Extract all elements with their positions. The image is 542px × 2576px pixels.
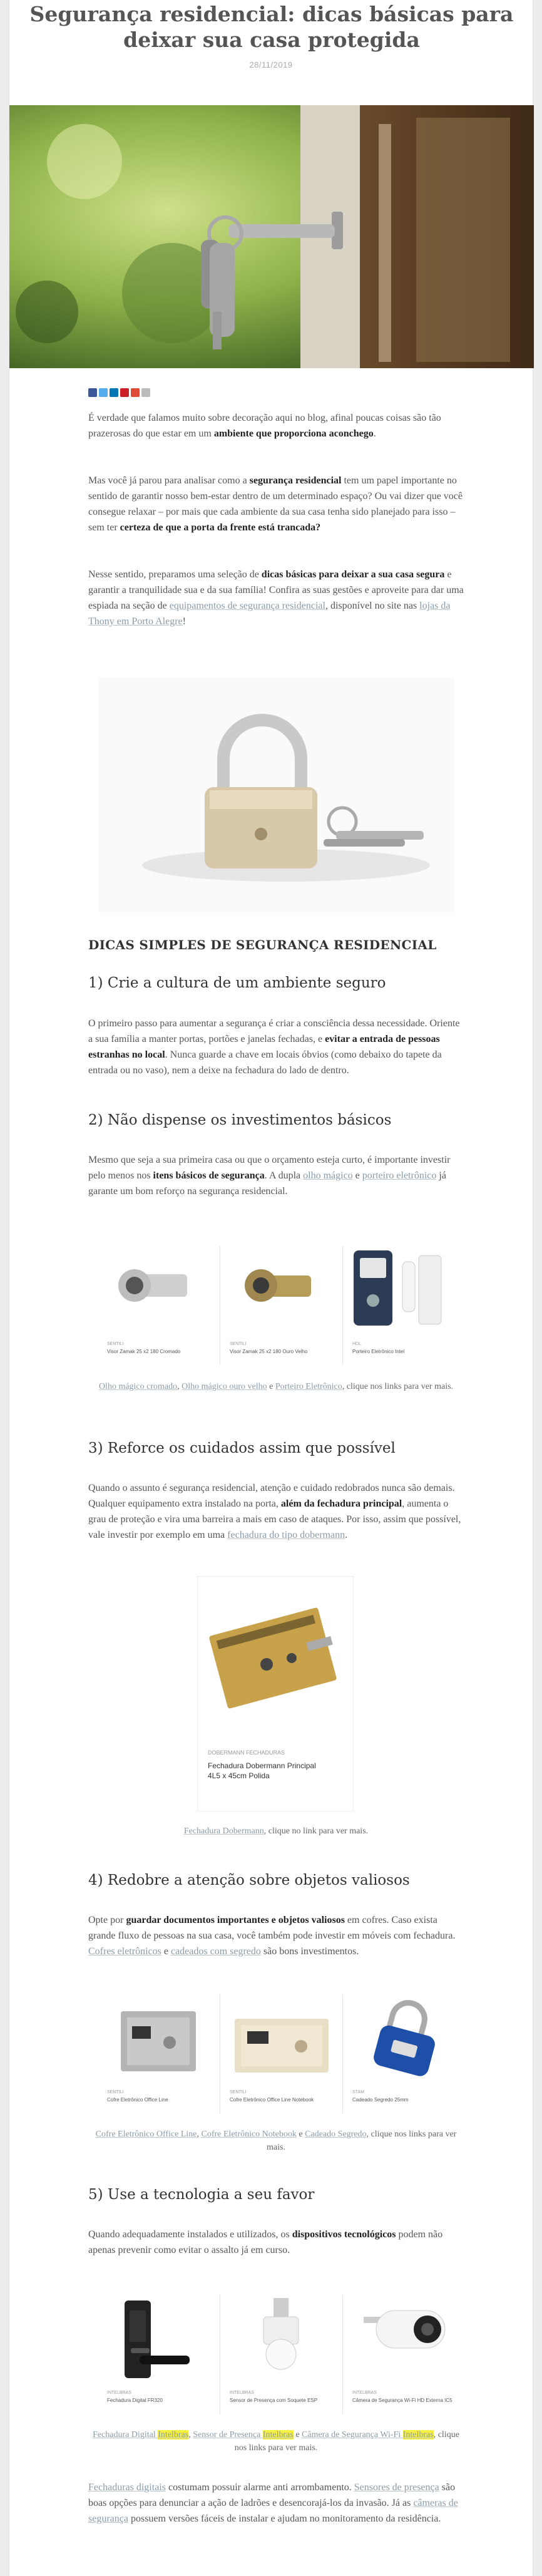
divider bbox=[342, 1246, 343, 1365]
section-2-caption: Olho mágico cromado, Olho mágico ouro velho e Porteiro Eletrônico, clique nos links para ver mais. bbox=[98, 1382, 454, 1391]
section-3-caption: Fechadura Dobermann, clique no link para ver mais. bbox=[183, 1826, 369, 1836]
intro-paragraph-1: É verdade que falamos muito sobre decoração aqui no blog, afinal poucas coisas são tão prazerosas do que estar em um ambiente que proporciona aconchego. bbox=[88, 413, 441, 439]
hero-image bbox=[9, 105, 534, 368]
link-fechadura-dobermann-caption[interactable]: Fechadura Dobermann bbox=[183, 1826, 264, 1836]
section-5-caption: Fechadura Digital Intelbras, Sensor de Presença Intelbras e Câmera de Segurança Wi-Fi Intelbras, clique nos links para ver mais. bbox=[93, 2430, 459, 2453]
article-date: 28/11/2019 bbox=[249, 60, 293, 70]
main-heading: DICAS SIMPLES DE SEGURANÇA RESIDENCIAL bbox=[88, 937, 437, 952]
section-3-paragraph: Quando o assunto é segurança residencial, atenção e cuidado redobrados nunca são demais. Qualquer equipamento extra instalado na porta, além da fechadura principal, aumenta o grau de proteção e vira uma barreira a mais em caso de ataques. Por isso, assim que possível, vale investir por exemplo em uma fechadura do tipo dobermann. bbox=[88, 1483, 461, 1540]
link-olho-magico-ouro-velho[interactable]: Olho mágico ouro velho bbox=[182, 1382, 267, 1391]
product-brand: SENTILI bbox=[230, 1342, 247, 1346]
section-5-paragraph: Quando adequadamente instalados e utilizados, os dispositivos tecnológicos podem não apenas prevenir como evitar o assalto já em curso. bbox=[88, 2229, 443, 2255]
product-card[interactable] bbox=[222, 1243, 340, 1355]
section-2-heading: 2) Não dispense os investimentos básicos bbox=[88, 1112, 392, 1128]
product-card[interactable] bbox=[345, 1243, 463, 1355]
section-1-paragraph: O primeiro passo para aumentar a segurança é criar a consciência dessa necessidade. Oriente a sua família a manter portas, portões e janelas fechadas, e evitar a entrada de pessoas estranhas no local. Nunca guarde a chave em locais óbvios (como debaixo do tapete da entrada ou no vaso), nem a deixe na fechadura do lado de dentro. bbox=[88, 1018, 460, 1076]
divider bbox=[342, 2295, 343, 2414]
product-name: Cofre Eletrônico Office Line bbox=[107, 2097, 168, 2103]
facebook-icon[interactable] bbox=[88, 388, 97, 397]
link-cadeado-segredo[interactable]: Cadeado Segredo bbox=[305, 2130, 367, 2139]
section-5-closing-paragraph: Fechaduras digitais costumam possuir alarme anti arrombamento. Sensores de presença são boas opções para denunciar a ação de ladrões e desencorajá-los da invasão. Já as câmeras de segurança possuem versões fáceis de instalar e ajudam no monitoramento da residência. bbox=[88, 2482, 458, 2524]
product-name: Cadeado Segredo 25mm bbox=[352, 2097, 409, 2103]
section-5-heading: 5) Use a tecnologia a seu favor bbox=[88, 2187, 315, 2203]
link-cofre-notebook[interactable]: Cofre Eletrônico Notebook bbox=[201, 2130, 297, 2139]
pinterest-icon[interactable] bbox=[120, 388, 129, 397]
section-2-paragraph: Mesmo que seja a sua primeira casa ou que o orçamento esteja curto, é importante investir pelo menos nos itens básicos de segurança. A dupla olho mágico e porteiro eletrônico já garante um bom reforço na segurança residencial. bbox=[88, 1155, 451, 1197]
product-name: Visor Zamak 25 x2 180 Ouro Velho bbox=[230, 1349, 308, 1354]
intercom-image bbox=[345, 1243, 463, 1337]
safe-notebook-image bbox=[222, 1991, 340, 2085]
product-brand: SENTILI bbox=[230, 2090, 247, 2094]
product-brand: DOBERMANN FECHADURAS bbox=[208, 1749, 285, 1756]
section-3-heading: 3) Reforce os cuidados assim que possível bbox=[88, 1440, 396, 1456]
article-page bbox=[9, 0, 533, 2576]
product-name: Cofre Eletrônico Office Line Notebook bbox=[230, 2097, 314, 2103]
share-count-icon[interactable] bbox=[141, 388, 150, 397]
link-equipamentos[interactable]: equipamentos de segurança residencial bbox=[169, 600, 325, 611]
section-1-heading: 1) Crie a cultura de um ambiente seguro bbox=[88, 975, 386, 991]
link-sensor-presenca[interactable]: Sensor de Presença Intelbras bbox=[193, 2430, 294, 2439]
section-4-caption: Cofre Eletrônico Office Line, Cofre Eletrônico Notebook e Cadeado Segredo, clique nos links para ver mais. bbox=[95, 2130, 457, 2152]
door-viewer-gold-image bbox=[222, 1243, 340, 1337]
presence-sensor-image bbox=[222, 2292, 340, 2386]
link-olho-magico-cromado[interactable]: Olho mágico cromado bbox=[98, 1382, 178, 1391]
product-card[interactable] bbox=[197, 1576, 354, 1811]
mortise-lock-image bbox=[198, 1577, 353, 1746]
product-brand: HDL bbox=[352, 1342, 362, 1346]
link-porteiro[interactable]: Porteiro Eletrônico bbox=[275, 1382, 342, 1391]
link-fechaduras-digitais[interactable]: Fechaduras digitais bbox=[88, 2482, 166, 2493]
link-cameras-seguranca[interactable]: câmeras de segurança bbox=[88, 2498, 458, 2524]
security-camera-image bbox=[345, 2292, 463, 2386]
product-brand: INTELBRAS bbox=[230, 2391, 254, 2395]
link-lojas-thony[interactable]: lojas da Thony em Porto Alegre bbox=[88, 600, 451, 627]
link-olho-magico[interactable]: olho mágico bbox=[303, 1170, 353, 1181]
safe-office-image bbox=[100, 1991, 217, 2085]
product-name: Sensor de Presença com Soquete ESP bbox=[230, 2398, 318, 2403]
product-name: Câmera de Segurança Wi-Fi HD Externa IC5 bbox=[352, 2398, 453, 2403]
product-name: Visor Zamak 25 x2 180 Cromado bbox=[107, 1349, 181, 1354]
link-cadeados[interactable]: cadeados com segredo bbox=[170, 1946, 261, 1957]
padlock-image bbox=[98, 677, 454, 912]
article-title: Segurança residencial: dicas básicas para deixar sua casa protegida bbox=[29, 2, 514, 52]
product-brand: INTELBRAS bbox=[107, 2391, 131, 2395]
linkedin-icon[interactable] bbox=[110, 388, 118, 397]
product-brand: SENTILI bbox=[107, 1342, 124, 1346]
link-sensores-presenca[interactable]: Sensores de presença bbox=[354, 2482, 439, 2493]
product-card[interactable] bbox=[222, 1991, 340, 2103]
door-viewer-chrome-image bbox=[100, 1243, 217, 1337]
digital-lock-image bbox=[100, 2292, 217, 2386]
product-name: Porteiro Eletrônico Intel bbox=[352, 1349, 405, 1354]
link-fechadura-dobermann[interactable]: fechadura do tipo dobermann bbox=[227, 1530, 345, 1540]
link-fechadura-digital[interactable]: Fechadura Digital Intelbras bbox=[93, 2430, 189, 2439]
product-brand: INTELBRAS bbox=[352, 2391, 377, 2395]
twitter-icon[interactable] bbox=[99, 388, 108, 397]
googleplus-icon[interactable] bbox=[131, 388, 140, 397]
product-card[interactable] bbox=[100, 2292, 217, 2404]
product-card[interactable] bbox=[100, 1991, 217, 2103]
link-porteiro-eletronico[interactable]: porteiro eletrônico bbox=[362, 1170, 437, 1181]
padlock-blue-image bbox=[345, 1991, 463, 2085]
product-name: Fechadura Dobermann Principal 4L5 x 45cm Polida bbox=[208, 1761, 316, 1780]
product-card[interactable] bbox=[100, 1243, 217, 1355]
link-camera-seguranca[interactable]: Câmera de Segurança Wi-Fi Intelbras bbox=[302, 2430, 434, 2439]
divider bbox=[342, 1994, 343, 2113]
intro-paragraph-3: Nesse sentido, preparamos uma seleção de dicas básicas para deixar a sua casa segura e garantir a tranquilidade sua e da sua família! Confira as suas gestões e aproveite para dar uma espiada na seção de equipamentos de segurança residencial, disponível no site nas lojas da Thony em Porto Alegre! bbox=[88, 569, 464, 627]
product-brand: STAM bbox=[352, 2090, 364, 2094]
section-4-paragraph: Opte por guardar documentos importantes e objetos valiosos em cofres. Caso exista grande fluxo de pessoas na sua casa, você também pode investir em móveis com fechadura. Cofres eletrônicos e cadeados com segredo são bons investimentos. bbox=[88, 1915, 456, 1957]
link-cofres-eletronicos[interactable]: Cofres eletrônicos bbox=[88, 1946, 161, 1957]
social-share-bar bbox=[88, 388, 150, 397]
link-cofre-office[interactable]: Cofre Eletrônico Office Line bbox=[95, 2130, 197, 2139]
product-brand: SENTILI bbox=[107, 2090, 124, 2094]
product-card[interactable] bbox=[222, 2292, 340, 2404]
section-4-heading: 4) Redobre a atenção sobre objetos valiosos bbox=[88, 1872, 410, 1888]
product-card[interactable] bbox=[345, 1991, 463, 2103]
intro-paragraph-2: Mas você já parou para analisar como a segurança residencial tem um papel importante no sentido de garantir nosso bem-estar dentro de um determinado espaço? Ou vai dizer que você consegue relaxar – por mais que cada ambiente da sua casa tenha sido planejado para isso – sem ter certeza de que a porta da frente está trancada? bbox=[88, 475, 463, 533]
product-card[interactable] bbox=[345, 2292, 463, 2404]
product-name: Fechadura Digital FR320 bbox=[107, 2398, 163, 2403]
